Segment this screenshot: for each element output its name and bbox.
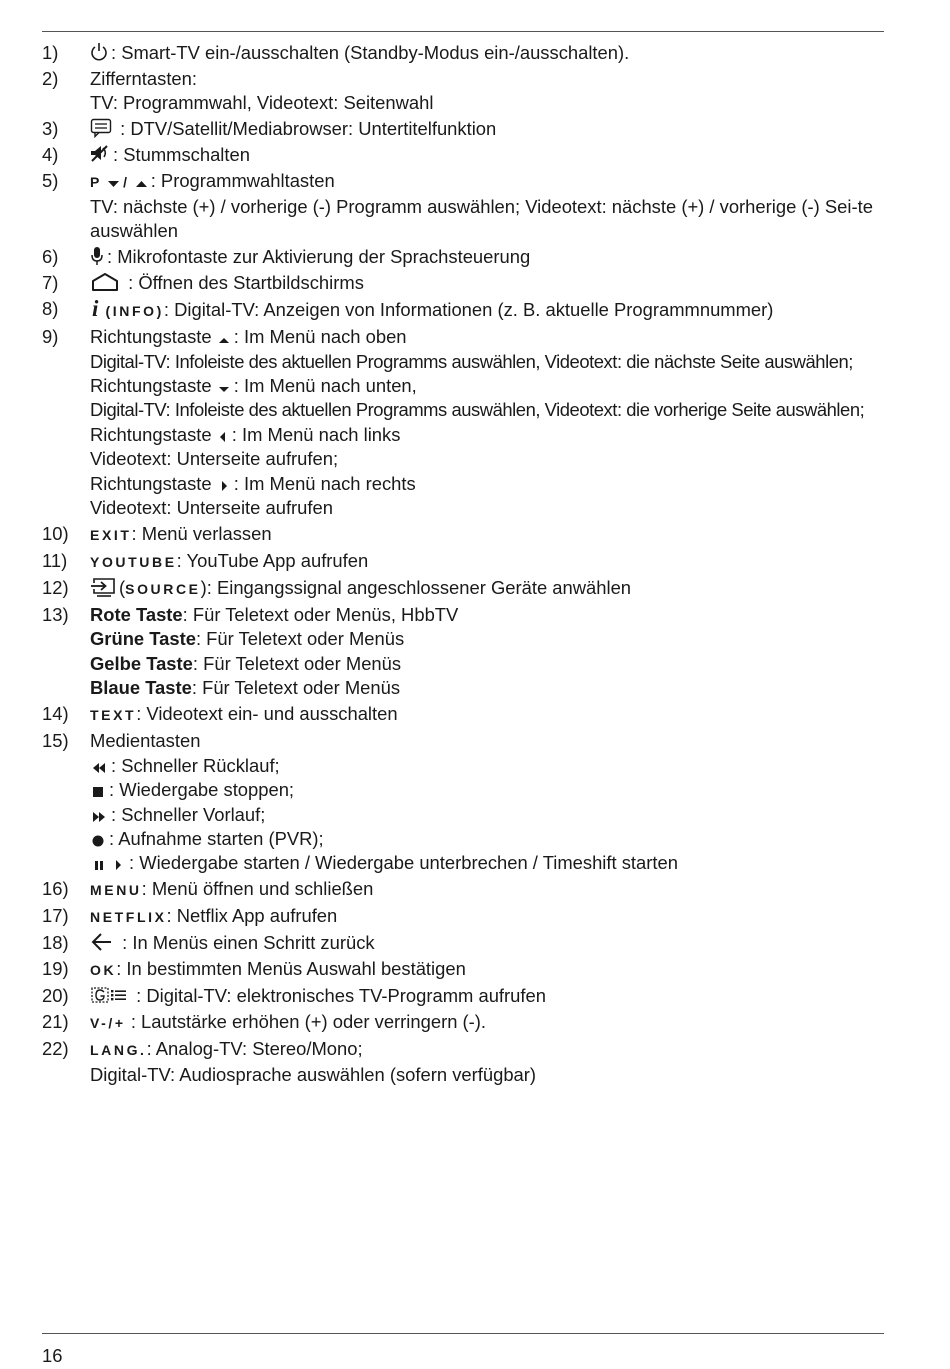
arrow-down-icon — [107, 178, 120, 190]
item-text: : Für Teletext oder Menüs, HbbTV — [182, 604, 459, 626]
key-label: OK — [90, 962, 117, 979]
item-text: : Im Menü nach unten, — [233, 375, 417, 397]
item-number: 20) — [42, 985, 69, 1007]
item-number: 16) — [42, 878, 69, 900]
item-text: : Analog-TV: Stereo/Mono; — [146, 1038, 363, 1060]
key-label: NETFLIX — [90, 909, 167, 926]
item-number: 18) — [42, 932, 69, 954]
item-text: : Wiedergabe stoppen; — [109, 779, 295, 801]
item-text: : Für Teletext oder Menüs — [192, 652, 402, 674]
item-text: : Im Menü nach links — [231, 423, 401, 445]
item-number: 5) — [42, 170, 59, 192]
item-text: : Netflix App aufrufen — [166, 905, 338, 927]
list-item — [42, 297, 892, 323]
item-number: 22) — [42, 1038, 69, 1060]
item-text: : Im Menü nach oben — [233, 326, 407, 348]
list-item — [42, 143, 892, 167]
play-pause-icon — [90, 858, 126, 872]
arrow-up-icon — [135, 178, 148, 190]
item-text: Videotext: Unterseite aufrufen — [90, 497, 333, 519]
record-icon — [90, 834, 106, 848]
arrow-down-icon — [217, 383, 231, 395]
item-number: 4) — [42, 144, 59, 166]
list-item — [42, 549, 892, 574]
item-number: 9) — [42, 326, 59, 348]
list-item — [42, 1010, 892, 1035]
item-text: TV: nächste (+) / vorherige (-) Programm auswählen; Videotext: nächste (+) / vorherige (-) Sei-te auswählen — [90, 195, 873, 242]
item-number: 2) — [42, 68, 59, 89]
key-label: (INFO) — [105, 303, 164, 320]
list-item — [42, 522, 892, 547]
item-number: 12) — [42, 577, 69, 599]
item-number: 19) — [42, 958, 69, 980]
list-item — [42, 877, 892, 902]
arrow-up-icon — [217, 334, 231, 346]
item-text: : Menü verlassen — [131, 523, 272, 545]
item-text: Richtungstaste — [90, 472, 217, 494]
arrow-left-icon — [217, 430, 229, 444]
page-number: 16 — [42, 1345, 63, 1366]
item-text: : Videotext ein- und ausschalten — [136, 703, 398, 725]
item-text: : Mikrofontaste zur Aktivierung der Sprachsteuerung — [107, 246, 531, 268]
subtitle-icon — [90, 118, 112, 138]
paren: ( — [119, 577, 126, 599]
list-item — [42, 957, 892, 982]
yellow-key-label: Gelbe Taste — [90, 652, 193, 674]
microphone-icon — [90, 246, 104, 266]
item-text: TV: Programmwahl, Videotext: Seitenwahl — [90, 92, 434, 114]
list-item — [42, 41, 892, 65]
arrow-right-icon — [217, 479, 231, 493]
remote-key-list — [42, 41, 892, 1089]
green-key-label: Grüne Taste — [90, 628, 196, 650]
item-text: Digital-TV: Infoleiste des aktuellen Programms auswählen, Videotext: die vorherige Seite auswählen; — [90, 399, 865, 421]
home-icon — [90, 272, 120, 292]
item-number: 11) — [42, 550, 68, 572]
item-text: : In bestimmten Menüs Auswahl bestätigen — [116, 958, 466, 980]
power-icon — [90, 42, 108, 62]
item-number: 13) — [42, 604, 69, 626]
item-text: Medientasten — [90, 730, 201, 752]
mute-icon — [90, 144, 110, 164]
item-text: : Lautstärke erhöhen (+) oder verringern (-). — [125, 1011, 487, 1033]
item-text: : Öffnen des Startbildschirms — [123, 272, 364, 294]
item-number: 7) — [42, 272, 59, 294]
list-item — [42, 325, 892, 520]
stop-icon — [90, 785, 106, 799]
key-label: YOUTUBE — [90, 554, 177, 571]
key-label: TEXT — [90, 707, 137, 724]
key-label: SOURCE — [125, 581, 201, 598]
list-item — [42, 1037, 892, 1087]
item-text: Richtungstaste — [90, 375, 217, 397]
item-text: Richtungstaste — [90, 326, 217, 348]
list-item — [42, 576, 892, 601]
item-text: : Programmwahltasten — [150, 170, 335, 192]
item-number: 6) — [42, 246, 59, 268]
item-text: Richtungstaste — [90, 423, 217, 445]
item-text: : Für Teletext oder Menüs — [191, 677, 401, 699]
blue-key-label: Blaue Taste — [90, 677, 192, 699]
item-text: : Wiedergabe starten / Wiedergabe unterbrechen / Timeshift starten — [129, 852, 678, 874]
item-text: : DTV/Satellit/Mediabrowser: Untertitelfunktion — [115, 118, 497, 140]
item-text: : Schneller Rücklauf; — [111, 754, 280, 776]
list-item — [42, 702, 892, 727]
item-text: ): Eingangssignal angeschlossener Geräte anwählen — [200, 577, 632, 599]
item-number: 21) — [42, 1011, 69, 1033]
item-number: 15) — [42, 730, 69, 752]
top-rule — [42, 31, 884, 32]
bottom-rule — [42, 1333, 884, 1334]
item-number: 17) — [42, 905, 69, 927]
item-text: : Aufnahme starten (PVR); — [109, 827, 324, 849]
key-separator: / — [123, 174, 130, 191]
item-number: 1) — [42, 42, 59, 63]
red-key-label: Rote Taste — [90, 604, 183, 626]
item-text: Zifferntasten: — [90, 68, 197, 89]
info-icon: i — [92, 296, 99, 322]
item-text: Digital-TV: Audiosprache auswählen (sofern verfügbar) — [90, 1063, 537, 1085]
item-text: : Stummschalten — [113, 144, 250, 166]
key-label: MENU — [90, 882, 142, 899]
list-item — [42, 67, 892, 116]
source-input-icon — [90, 577, 116, 597]
item-text: : Im Menü nach rechts — [233, 472, 416, 494]
item-text: : Smart-TV ein-/ausschalten (Standby-Modus ein-/ausschalten). — [111, 42, 630, 63]
item-number: 8) — [42, 298, 59, 320]
epg-guide-icon — [90, 985, 128, 1005]
fast-forward-icon — [90, 810, 108, 824]
list-item — [42, 169, 892, 243]
rewind-icon — [90, 761, 108, 775]
list-item — [42, 271, 892, 295]
item-number: 10) — [42, 523, 69, 545]
list-item — [42, 603, 892, 701]
item-text: : Für Teletext oder Menüs — [195, 628, 405, 650]
back-arrow-icon — [90, 932, 114, 952]
item-text: Digital-TV: Infoleiste des aktuellen Programms auswählen, Videotext: die nächste Seite auswählen; — [90, 350, 853, 372]
key-label: V-/+ — [90, 1015, 126, 1032]
item-text: : YouTube App aufrufen — [176, 550, 369, 572]
key-label: P — [90, 174, 102, 191]
item-text: : Digital-TV: Anzeigen von Informationen (z. B. aktuelle Programmnummer) — [163, 299, 774, 321]
list-item — [42, 729, 892, 875]
list-item — [42, 904, 892, 929]
item-text: : Schneller Vorlauf; — [111, 803, 266, 825]
item-number: 3) — [42, 118, 59, 140]
list-item — [42, 245, 892, 269]
item-text: : Menü öffnen und schließen — [141, 878, 374, 900]
key-label: LANG. — [90, 1042, 147, 1059]
list-item — [42, 931, 892, 955]
item-text: : Digital-TV: elektronisches TV-Programm aufrufen — [131, 985, 546, 1007]
item-text: : In Menüs einen Schritt zurück — [117, 932, 375, 954]
key-label: EXIT — [90, 527, 132, 544]
item-number: 14) — [42, 703, 69, 725]
item-text: Videotext: Unterseite aufrufen; — [90, 448, 339, 470]
list-item — [42, 984, 892, 1008]
list-item — [42, 117, 892, 141]
